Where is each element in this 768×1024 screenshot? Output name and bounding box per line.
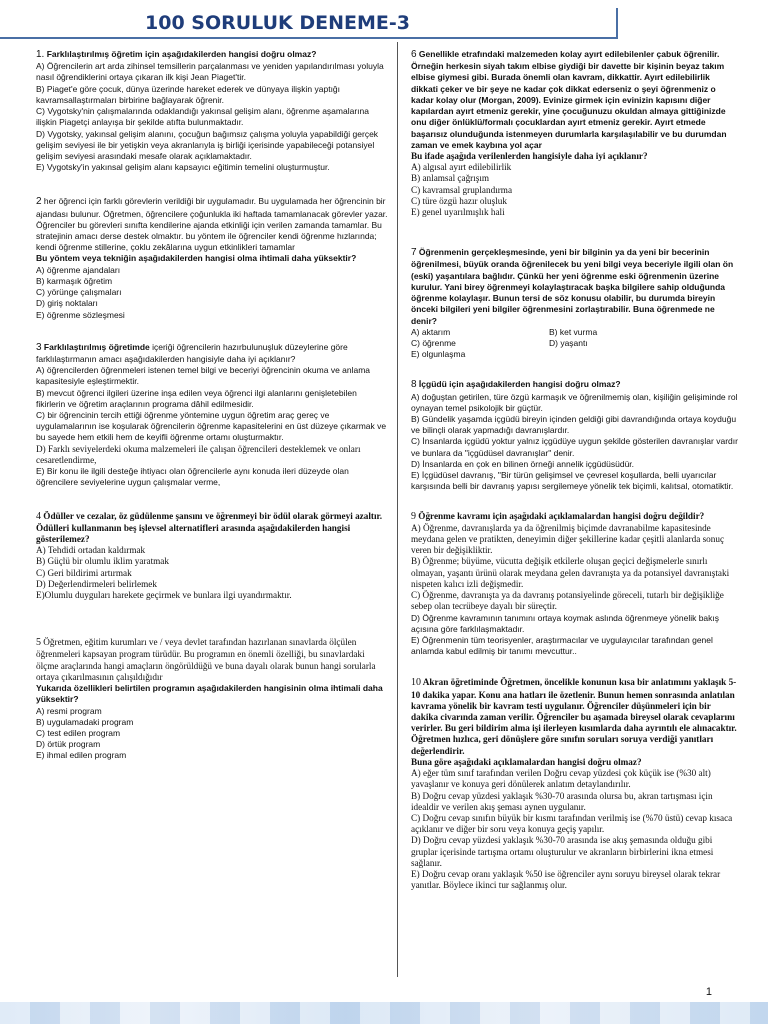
option: C) test edilen program	[36, 728, 121, 738]
question-4	[36, 511, 388, 602]
header-rule	[0, 37, 616, 39]
option: D) giriş noktaları	[36, 298, 98, 309]
page-title: 100 SORULUK DENEME-3	[145, 12, 410, 34]
question-number: 1.	[36, 49, 45, 60]
question-number: 9	[411, 510, 416, 522]
question-intro: Öğrenmenin gerçekleşmesinde, yeni bir bilginin ya da yeni bir becerinin öğrenilmesi, büyük oranda öğrenilecek bu yeni bilgi veya beceriyle ilgili olan ön (eski) yaşantılara bağlıdır. Çünkü her yeni öğrenme eski öğrenmenin üzerine kurulur. Yani birey öğrenmeyi kolaylaştıracak başka bilgilere sahip olduğunda öğrenme kolaylaşır. Bunun tersi de söz konusu olabilir, bu durumda bireyin önceki bilgileri yeni bilgiler öğrenmesini zorlaştırabilir. Buna öğrenmede ne denir?	[411, 247, 734, 326]
question-9	[411, 511, 739, 658]
option: D) Doğru cevap yüzdesi yaklaşık %30-70 arasında ise akış şemasında olduğu gibi gruplar içerisinde tartışma ortamı oluşturulur ve akranların birbirlerini ikna etmesi sağlanır.	[411, 835, 714, 868]
option: A) aktarım	[411, 326, 451, 337]
option: E) genel uyarılmışlık hali	[411, 207, 505, 218]
option: E) Vygotsky'in yakınsal gelişim alanı kapsayıcı eğitimin temelini oluşturmuştur.	[36, 162, 330, 173]
option: D) Farklı seviyelerdeki okuma malzemeleri ile çalışan öğrencileri desteklemek ve onları cesaretlendirme,	[36, 443, 361, 465]
option: E)Olumlu duyguları harekete geçirmek ve bunlara ilgi uyandırmaktır.	[36, 590, 292, 601]
question-number: 8	[411, 379, 417, 391]
question-intro: Öğretmen, eğitim kurumları ve / veya devlet tarafından hazırlanan sınavlarda ölçülen öğrenmeleri kapsayan program türüdür. Bu programın en önemli özelliği, bu sınavlardaki ölçme araçlarında hangi amaçların öngörüldüğü ve buna dayalı olarak bunun hangi sorularla ortaya çıkarılmasının çalışıldığıdır	[36, 637, 376, 682]
option: E) öğrenme sözleşmesi	[36, 309, 125, 320]
question-8	[411, 378, 739, 492]
option: C) İnsanlarda içgüdü yoktur yalnız içgüdüye uygun şekilde gösterilen davranışlar vardır ve bunlara da "içgüdüsel davranışlar" denir.	[411, 436, 738, 458]
option: A) Öğrenme, davranışlarda ya da öğrenilmiş biçimde davranabilme kapasitesinde meydana gelen ve pratikten, deneyimin diğer şekillerine kadar çeşitli alanlarda sonuç veren bir değişikliktir.	[411, 522, 725, 556]
question-intro: Akran öğretiminde Öğretmen, öncelikle konunun kısa bir anlatımını yaklaşık 5-10 dakika yapar. Konu ana hatları ile özetlenir. Bunun hemen sonrasında anlatılan kavrama yönelik bir kavram testi uygulanır. Öğrenciler düşünmeleri için bir dakika civarında zaman verilir. Öğrenciler bu aşamada bireysel olarak cevaplarını verirler. Bu geri bildirim alma işi ilerleyen kısımlarda daha ayrıntılı ele alınacaktır. Öğretmen hızlıca, geri dönüşlere göre sınıfın soruları soruya verdiği yanıtları değerlendirir.	[411, 677, 737, 756]
option: A) Tehdidi ortadan kaldırmak	[36, 545, 146, 556]
question-number: 10	[411, 677, 421, 689]
option: B) Doğru cevap yüzdesi yaklaşık %30-70 arasında olursa bu, akran tartışması için idealdir ve verilen akış şeması aynen uygulanır.	[411, 790, 713, 812]
option: B) anlamsal çağrışım	[411, 173, 490, 184]
footer-decorative-band	[0, 1002, 768, 1024]
question-number: 7	[411, 247, 417, 259]
question-number: 5	[36, 637, 41, 649]
option: A) öğrenme ajandaları	[36, 264, 121, 275]
question-number: 6	[411, 49, 417, 60]
option: D) Vygotsky, yakınsal gelişim alanını, çocuğun bağımsız çalışma yoluyla yapabildiği gerçek gelişim seviyesi ile bir yetişkin veya akranlarıyla iş birliği içerisinde yapabileceği potansiyel gelişim seviyesi arasındaki mesafe olarak açıklamaktadır.	[36, 128, 379, 161]
option: A) resmi program	[36, 705, 102, 716]
option: A) Öğrencilerin art arda zihinsel temsillerin parçalanması ve yeniden yapılandırılması yoluyla nasıl öğrendiklerini ortaya çıkaran ilk kişi Jean Piaget'tir.	[36, 61, 384, 83]
question-stem: Ödüller ve cezalar, öz güdülenme şansını ve öğrenmeyi bir ödül olarak görmeyi azaltır. Ödülleri kullanmanın beş işlevsel alternatifleri arasında aşağıdakilerden hangisi gösterilemez?	[36, 510, 383, 544]
question-stem: Öğrenme kavramı için aşağıdaki açıklamalardan hangisi doğru değildir?	[416, 510, 705, 521]
option: C) Doğru cevap sınıfın büyük bir kısmı tarafından verilmiş ise (%70 üstü) cevap kısaca açıklanır ve diğer bir soru veya konuya geçiş yapılır.	[411, 812, 733, 835]
option: E) Bir konu ile ilgili desteğe ihtiyacı olan öğrencilerle aynı konuda ileri düzeyde olan öğrencilere seviyelerine uygun çalışmalar verme,	[36, 466, 349, 488]
option: A) doğuştan getirilen, türe özgü karmaşık ve öğrenilmemiş olan, kişiliğin gelişiminde rol oynayan temel psikolojik bir güçtür.	[411, 391, 738, 413]
option: C) türe özgü hazır oluşluk	[411, 195, 507, 206]
question-stem: Buna göre aşağıdaki açıklamalardan hangisi doğru olmaz?	[411, 756, 642, 767]
option: E) İçgüdüsel davranış, "Bir türün gelişimsel ve çevresel koşullarda, belli uyarıcılar karşısında belli bir davranış yapısı sergilemeye yönelik tek biçimli, kalıtsal, otomatiktir.	[411, 470, 734, 492]
option: D) örtük program	[36, 739, 101, 750]
question-number: 4	[36, 510, 41, 522]
right-column	[411, 48, 739, 904]
option: C) öğrenme	[411, 337, 456, 348]
question-intro: Genellikle etrafındaki malzemeden kolay ayırt edilebilenler çabuk öğrenilir. Örneğin herkesin siyah takım elbise giydiği bir davette bir kişinin beyaz takım elbise giymesi gibi. Burada önemli olan kavram, dikkattir. Ayırt edilebilirlik dikkati çeker ve bir şeye ne kadar çok dikkat ederseniz o şeyi öğrenmeniz o kadar kolay olur (Morgan, 2009). Evinize girmek için evinizin kapısını diğer kapılardan ayırt etmeniz gerekir, yine çocuğunuzu okuldan almaya gittiğinizde onu diğer önlüklü/formalı çocuklardan ayırt etmeniz gerekir. Ayırt etmede başarısız olunduğunda istenmeyen durumlarla karşılaşılabilir ve bu durumdan zaman ve emek kaybına yol açar	[411, 49, 727, 150]
option: A) öğrencilerden öğrenmeleri istenen temel bilgi ve beceriyi öğrencinin okuma ve anlama kapasitesiyle eşleştirmektir.	[36, 365, 371, 387]
question-3	[36, 341, 388, 489]
option: B) Gündelik yaşamda içgüdü bireyin içinden geldiği gibi davrandığında ortaya koyduğu ve bilinçli olarak yapmadığı davranışlardır.	[411, 414, 737, 436]
question-1	[36, 48, 388, 173]
left-column	[36, 48, 388, 774]
question-2	[36, 195, 388, 320]
option: D) yaşantı	[549, 337, 588, 348]
question-stem: İçgüdü için aşağıdakilerden hangisi doğru olmaz?	[416, 379, 621, 390]
question-number: 2	[36, 196, 42, 208]
option: E) Doğru cevap oranı yaklaşık %50 ise öğrenciler aynı soruyu bireysel olarak tekrar yanıtlar. Böylece ikinci tur sağlanmış olur.	[411, 869, 721, 891]
question-stem-bold: Farklılaştırılmış öğretimde	[41, 341, 150, 352]
option: A) eğer tüm sınıf tarafından verilen Doğru cevap yüzdesi çok küçük ise (%30 alt) yavaşlanır ve konuya geri dönülerek anlatım detaylandırılır.	[411, 768, 711, 790]
question-10	[411, 677, 739, 891]
option: B) uygulamadaki program	[36, 716, 134, 727]
question-stem: Bu yöntem veya tekniğin aşağıdakilerden hangisi olma ihtimali daha yüksektir?	[36, 253, 357, 264]
option: E) Öğrenmenin tüm teorisyenler, araştırmacılar ve uygulayıcılar tarafından genel anlamda kabul edilmiş bir tanımı mevcuttur..	[411, 634, 713, 657]
question-stem: Bu ifade aşağıda verilenlerden hangisiyle daha iyi açıklanır?	[411, 150, 648, 161]
option: B) Güçlü bir olumlu iklim yaratmak	[36, 556, 169, 567]
question-7	[411, 246, 739, 360]
column-divider	[397, 42, 398, 977]
option: B) Piaget'e göre çocuk, dünya üzerinde hareket ederek ve dünyaya ilişkin yaptığı kavramsallaştırmaları birbirine bağlayarak öğrenir.	[36, 83, 341, 105]
option: C) Öğrenme, davranışta ya da davranış potansiyelinde göreceli, tutarlı bir değişikliğe sebep olan tecrübeye dayalı bir süreçtir.	[411, 590, 724, 612]
option: E) olgunlaşma	[411, 349, 466, 360]
option: C) Geri bildirimi artırmak	[36, 567, 132, 578]
option: C) bir öğrencinin tercih ettiği öğrenme yöntemine uygun öğretim araç gereç ve uygulamalarının ise koşularak öğrencilerin öğrenme kapasitelerini en üst düzeye çıkarmak ve bu sayede hem etkili hem de keyifli öğrenme ortamı oluşturmaktır.	[36, 410, 387, 443]
option: D) İnsanlarda en çok en bilinen örneği annelik içgüdüsüdür.	[411, 458, 635, 469]
option: D) Öğrenme kavramının tanımını ortaya koymak aslında öğrenmeye yönelik bakış açısına göre farklılaşmaktadır.	[411, 612, 720, 634]
option: C) kavramsal gruplandırma	[411, 184, 513, 195]
option: D) Değerlendirmeleri belirlemek	[36, 578, 157, 589]
question-number: 3	[36, 341, 42, 353]
page-number: 1	[705, 986, 712, 998]
option: A) algısal ayırt edilebilirlik	[411, 162, 512, 173]
question-stem: Yukarıda özellikleri belirtilen programın aşağıdakilerden hangisinin olma ihtimali daha yüksektir?	[36, 683, 383, 705]
option: C) yörünge çalışmaları	[36, 287, 122, 298]
question-stem: içeriği öğrencilerin hazırbulunuşluk düzeylerine göre farklılaştırmanın amacı aşağıdakilerden hangisiyle daha iyi açıklanır?	[36, 341, 348, 364]
option: B) Öğrenme; büyüme, vücutta değişik etkilerle oluşan geçici değişmelerle sınırlı olmayan, yaşantı ürünü olarak meydana gelen davranışta ya da potansiyel davranıştaki nispeten kalıcı izli değişmedir.	[411, 556, 730, 589]
question-stem: Farklılaştırılmış öğretim için aşağıdakilerden hangisi doğru olmaz?	[44, 49, 317, 59]
option: E) ihmal edilen program	[36, 750, 127, 761]
question-intro: her öğrenci için farklı görevlerin verildiği bir uygulamadır. Bu uygulamada her öğrencinin bir ajandası bulunur. Öğretmen, öğrencilere çoğunlukla iki haftada tamamlanacak görevler yazar. Öğrenciler bu görevleri sınıfta kendilerine ajanda etkinliği için verilen zamanda tamamlar. Bu stratejinin amacı derse destek olmaktır. bu yöntem ile öğrenciler kendi öğrenme hızlarında; kendi öğrenme stillerine, çoklu zekâlarına uygun etkinlikleri tamamlar	[36, 196, 388, 253]
option: B) ket vurma	[549, 326, 598, 337]
option: B) mevcut öğrenci ilgileri üzerine inşa edilen veya öğrenci ilgi alanlarını genişletebilen fikirlerin ve öğretim araçlarının programa dâhil edilmesidir.	[36, 387, 357, 409]
header-vertical-rule	[616, 8, 618, 39]
option: B) karmaşık öğretim	[36, 275, 113, 286]
question-5	[36, 637, 388, 761]
question-6	[411, 48, 739, 218]
option: C) Vygotsky'nin çalışmalarında odaklandığı yakınsal gelişim alanı, öğrenme aşamalarına ilişkin Piagetçi anlayışa bir şekilde atıfta bulunmaktadır.	[36, 106, 369, 128]
